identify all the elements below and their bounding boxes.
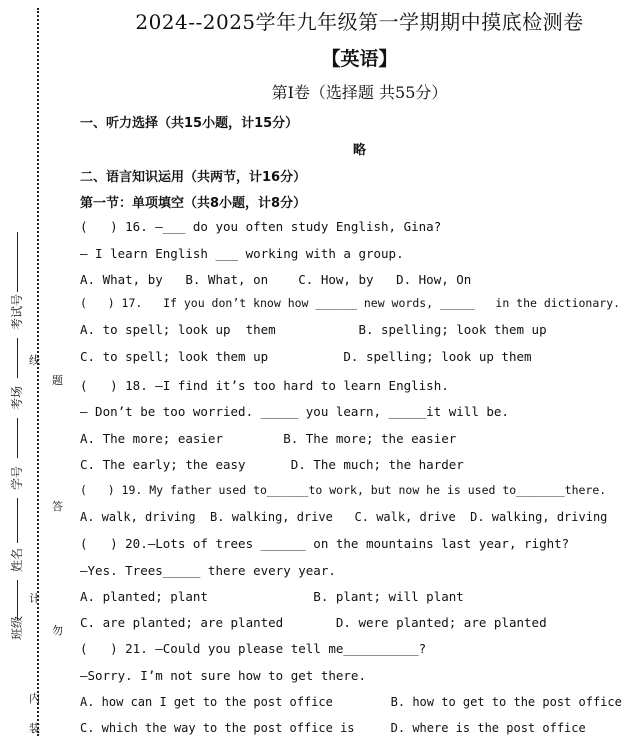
seal-char: 题 (52, 374, 63, 387)
name-label: 姓名 (10, 547, 24, 572)
seal-char: 装 (29, 722, 40, 735)
question-line: —Sorry. I’m not sure how to get there. (80, 668, 366, 683)
language-section-heading: 二、语言知识运用（共两节，计16分） (80, 170, 307, 185)
question-line: — I learn English ___ working with a group. (80, 246, 404, 261)
question-line: — Don’t be too worried. _____ you learn, _____it will be. (80, 404, 509, 419)
question-line: ( ) 18. —I find it’s too hard to learn English. (80, 378, 449, 393)
question-line: ( ) 21. —Could you please tell me__________? (80, 641, 427, 656)
question-line: A. The more; easier B. The more; the easier (80, 431, 457, 446)
listening-section-heading: 一、听力选择（共15小题，计15分） (80, 116, 299, 131)
exam-title: 2024--2025学年九年级第一学期期中摸底检测卷 (135, 10, 584, 34)
question-line: ( ) 19. My father used to______to work, but now he is used to_______there. (80, 483, 607, 497)
exam-number-label: 考试号 (10, 293, 24, 330)
seal-char: 答 (52, 500, 63, 513)
seal-char: 勿 (52, 624, 63, 637)
question-line: C. are planted; are planted D. were planted; are planted (80, 615, 547, 630)
seal-char: 计 (29, 592, 40, 605)
exam-room-label: 考场 (10, 385, 24, 410)
question-line: —Yes. Trees_____ there every year. (80, 563, 336, 578)
question-line: C. which the way to the post office is D. where is the post office (80, 721, 586, 735)
omitted-note: 略 (352, 143, 366, 158)
part-title: 第Ⅰ卷（选择题 共55分） (271, 83, 448, 102)
question-line: A. how can I get to the post office B. how to get to the post office (80, 695, 622, 709)
question-line: ( ) 16. —___ do you often study English, Gina? (80, 219, 442, 234)
student-number-label: 学号 (10, 465, 24, 490)
seal-char: 内 (29, 692, 40, 705)
question-line: A. What, by B. What, on C. How, by D. How, On (80, 272, 472, 287)
class-label: 班级 (10, 615, 24, 640)
seal-char: 线 (29, 354, 40, 367)
subject-title: 【英语】 (321, 48, 398, 70)
question-line: A. planted; plant B. plant; will plant (80, 589, 464, 604)
question-line: A. to spell; look up them B. spelling; look them up (80, 322, 547, 337)
question-line: A. walk, driving B. walking, drive C. walk, drive D. walking, driving (80, 510, 608, 524)
question-line: C. to spell; look them up D. spelling; look up them (80, 349, 532, 364)
part1-heading: 第一节：单项填空（共8小题，计8分） (80, 196, 307, 211)
question-line: C. The early; the easy D. The much; the harder (80, 457, 464, 472)
question-line: ( ) 20.—Lots of trees ______ on the mountains last year, right? (80, 536, 570, 551)
question-line: ( ) 17. If you don’t know how ______ new words, _____ in the dictionary. (80, 296, 621, 310)
